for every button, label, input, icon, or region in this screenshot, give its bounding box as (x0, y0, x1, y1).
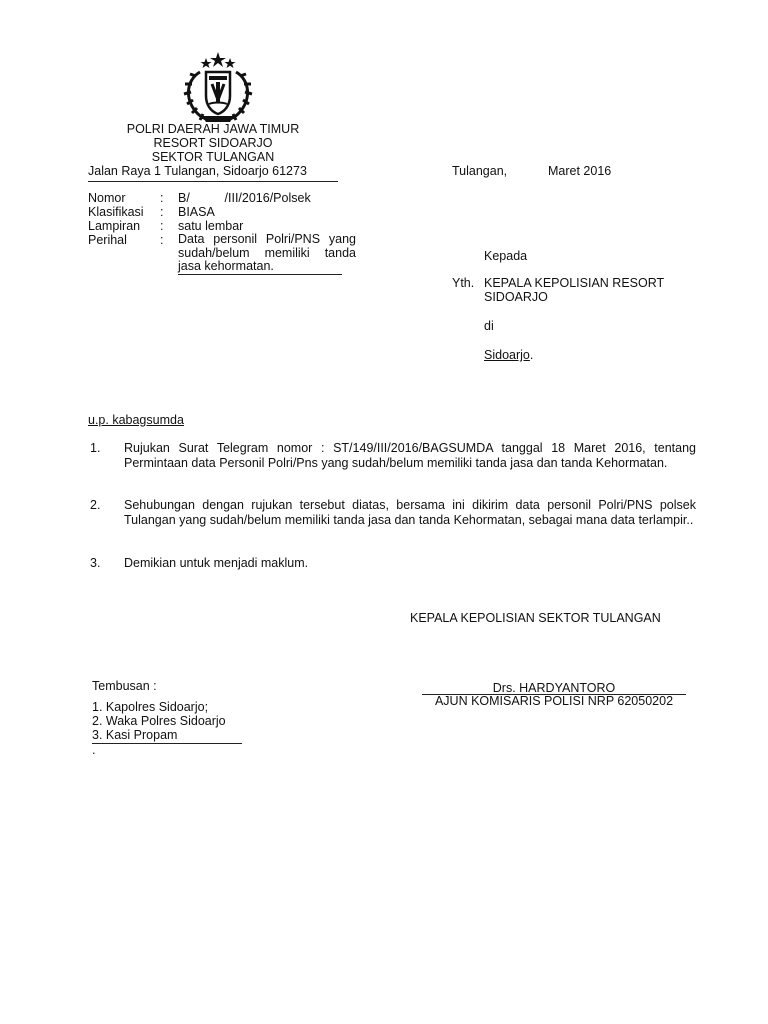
item-text: Sehubungan dengan rujukan tersebut diatas, bersama ini dikirim data personil Polri/PNS polsek Tulangan yang sudah/belum memiliki tanda jasa dan tanda Kehormatan, sebagai mana data terlampir.. (124, 498, 696, 527)
meta-label-perihal: Perihal (88, 233, 127, 247)
meta-label-lampiran: Lampiran (88, 219, 141, 233)
meta-sep-perihal: : (160, 233, 164, 247)
item-number: 2. (90, 498, 101, 512)
letterhead-address: Jalan Raya 1 Tulangan, Sidoarjo 61273 (88, 164, 307, 178)
recipient-kepada: Kepada (484, 249, 528, 263)
tembusan-heading: Tembusan : (92, 679, 157, 693)
recipient-yth: Yth. (452, 276, 475, 290)
perihal-underline (178, 274, 342, 275)
meta-value-lampiran: satu lembar (178, 219, 244, 233)
tembusan-underline (92, 743, 242, 744)
recipient-city-line (484, 348, 533, 363)
meta-value-perihal: Data personil Polri/PNS yang sudah/belum memiliki tanda jasa kehormatan. (178, 232, 356, 273)
meta-sep-lampiran: : (160, 219, 164, 233)
police-emblem-icon (178, 50, 258, 124)
item-number: 3. (90, 556, 101, 570)
place-label: Tulangan, (452, 164, 508, 178)
recipient-di: di (484, 319, 494, 333)
meta-label-klasifikasi: Klasifikasi (88, 205, 144, 219)
signature-rank: AJUN KOMISARIS POLISI NRP 62050202 (434, 694, 674, 708)
letterhead-line3: SEKTOR TULANGAN (151, 150, 275, 164)
meta-value-nomor: B/ /III/2016/Polsek (178, 191, 311, 205)
tembusan-item: 1. Kapolres Sidoarjo; (92, 700, 209, 714)
recipient-city: Sidoarjo (484, 348, 530, 362)
tembusan-item: 2. Waka Polres Sidoarjo (92, 714, 226, 728)
meta-value-klasifikasi: BIASA (178, 205, 215, 219)
date-label: Maret 2016 (548, 164, 612, 178)
letterhead-line2: RESORT SIDOARJO (153, 136, 273, 150)
letterhead-line1: POLRI DAERAH JAWA TIMUR (126, 122, 300, 136)
signature-name: Drs. HARDYANTORO (492, 681, 616, 695)
meta-sep-klasifikasi: : (160, 205, 164, 219)
letterhead-divider (88, 181, 338, 182)
tembusan-item: 3. Kasi Propam (92, 728, 178, 742)
item-text: Rujukan Surat Telegram nomor : ST/149/III/2016/BAGSUMDA tanggal 18 Maret 2016, tentang Permintaan data Personil Polri/Pns yang sudah/belum memiliki tanda jasa dan tanda Kehormatan. (124, 441, 696, 470)
up-line: u.p. kabagsumda (88, 413, 184, 427)
meta-sep-nomor: : (160, 191, 164, 205)
recipient-name-line1: KEPALA KEPOLISIAN RESORT (484, 276, 665, 290)
meta-label-nomor: Nomor (88, 191, 126, 205)
recipient-name-line2: SIDOARJO (484, 290, 548, 304)
item-text: Demikian untuk menjadi maklum. (124, 556, 309, 570)
recipient-city-suffix: . (529, 348, 534, 362)
signature-title: KEPALA KEPOLISIAN SEKTOR TULANGAN (410, 611, 661, 625)
item-number: 1. (90, 441, 101, 455)
tembusan-trailing: . (92, 743, 96, 757)
